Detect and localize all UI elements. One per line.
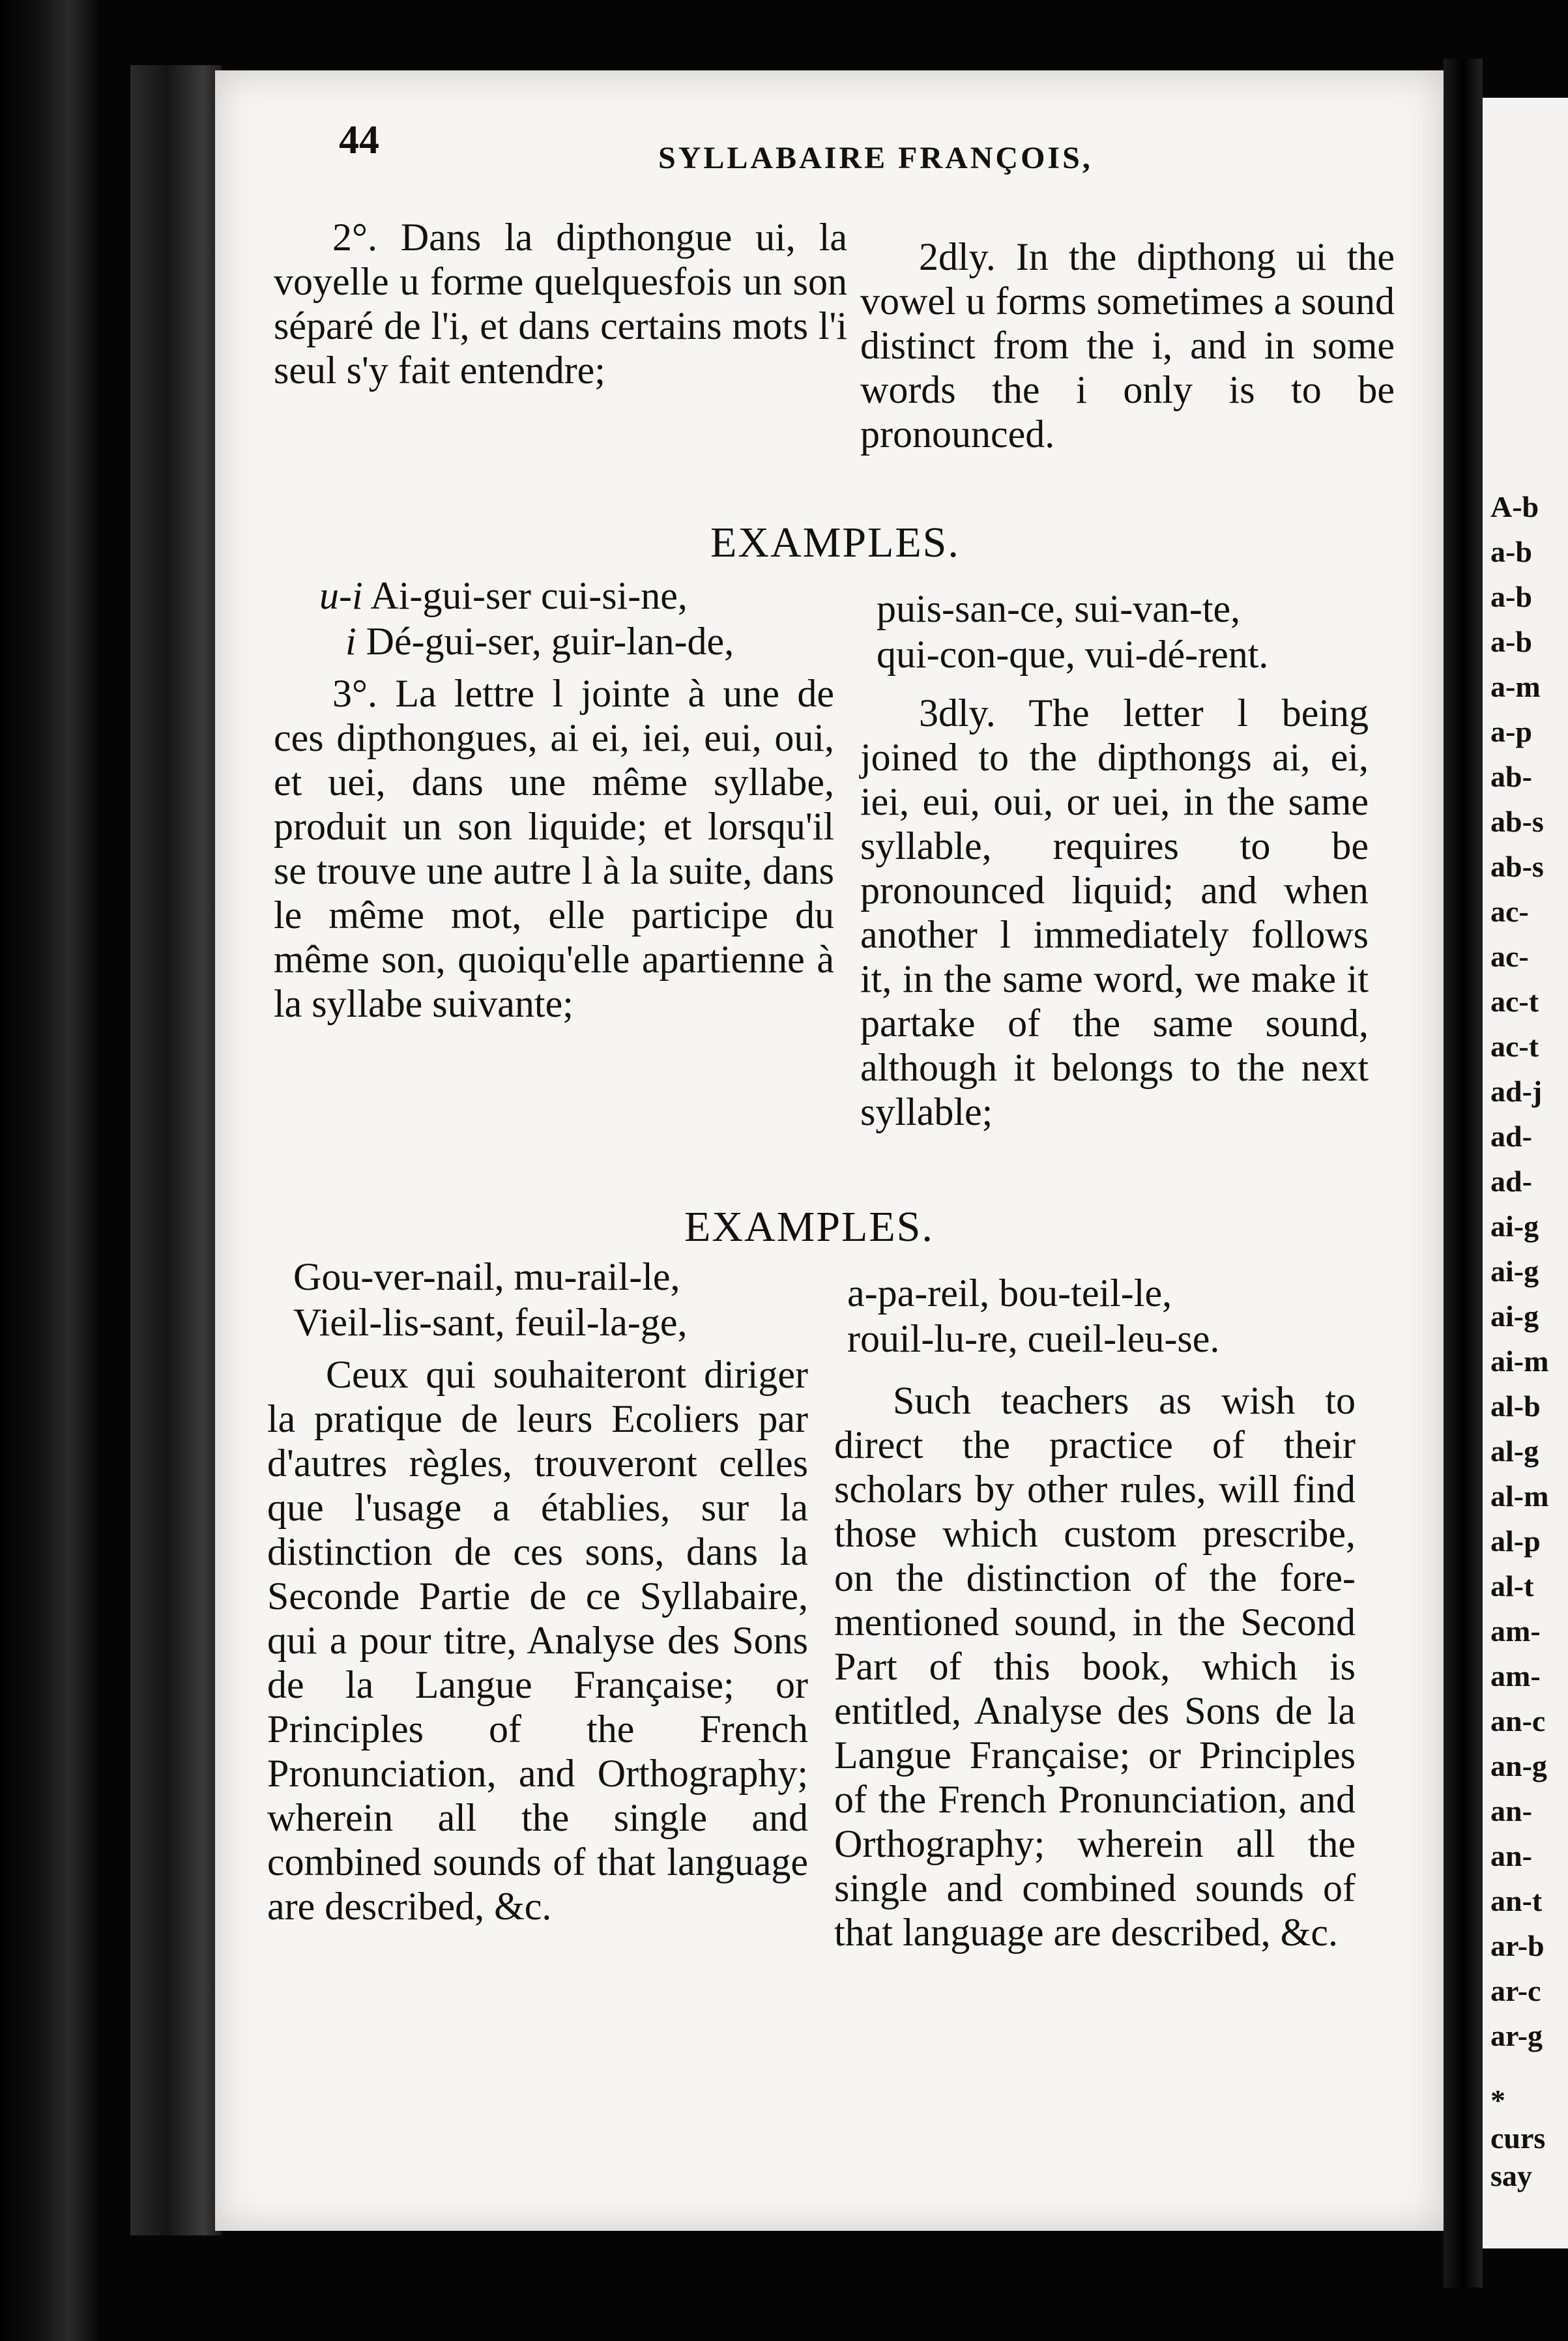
- closing-french-text: Ceux qui souhaiteront diriger la pratique de leurs Ecoliers par d'autres règles, trouveront celles que l'usage a établies, sur la distinction de ces sons, dans la Seconde Partie de ce Syllabaire, qui a pour titre, Analyse des Sons de la Langue Française; or Principles of the French Pronunciation, and Orthography; wherein all the single and combined sounds of that language are described, &c.: [267, 1353, 808, 1928]
- facing-page-line: curs: [1490, 2121, 1546, 2155]
- example2-row1-left: Gou-ver-nail, mu-rail-le,: [293, 1255, 680, 1298]
- running-head: SYLLABAIRE FRANÇOIS,: [658, 141, 1093, 175]
- section2-english-text: 2dly. In the dipthong ui the vowel u forms sometimes a sound distinct from the i, and in some words the i only is to be pronounced.: [860, 235, 1395, 456]
- facing-page-line: ad-: [1490, 1120, 1532, 1153]
- book-gutter: [1444, 59, 1483, 2288]
- example1-row1-label: u-i: [319, 574, 363, 617]
- facing-page-line: an-: [1490, 1839, 1532, 1872]
- facing-page-line: ai-m: [1490, 1345, 1549, 1378]
- facing-page-line: ab-s: [1490, 805, 1544, 838]
- facing-page-line: a-b: [1490, 625, 1532, 658]
- facing-page-line: ac-: [1490, 940, 1529, 973]
- example1-row1-left: [319, 574, 688, 618]
- example2-row2-left: Vieil-lis-sant, feuil-la-ge,: [293, 1301, 688, 1344]
- section3-english: [860, 691, 1369, 1134]
- facing-page-line: al-p: [1490, 1524, 1541, 1558]
- page-number: 44: [339, 118, 379, 162]
- examples-heading-1: EXAMPLES.: [710, 519, 960, 566]
- facing-page-line: al-t: [1490, 1569, 1534, 1603]
- facing-page-line: al-g: [1490, 1434, 1539, 1468]
- facing-page-line: ar-g: [1490, 2019, 1543, 2052]
- example1-row2-label: i: [345, 620, 356, 663]
- facing-page-line: ad-j: [1490, 1075, 1543, 1108]
- facing-page-line: A-b: [1490, 490, 1539, 523]
- example1-row2-words: Dé-gui-ser, guir-lan-de,: [366, 620, 734, 663]
- facing-page-line: al-b: [1490, 1389, 1541, 1423]
- section2-french-text: 2°. Dans la dipthongue ui, la voyelle u forme quelquesfois un son séparé de l'i, et dans certains mots l'i seul s'y fait entendre;: [274, 216, 847, 392]
- section3-english-text: 3dly. The letter l being joined to the dipthongs ai, ei, iei, eui, oui, or uei, in the same syllable, requires to be pronounced liquid; and when another l immediately follows it, in the same word, we make it partake of the same sound, although it belongs to the next syllable;: [860, 691, 1369, 1133]
- facing-page-line: ai-g: [1490, 1255, 1539, 1288]
- facing-page-line: ac-t: [1490, 985, 1539, 1018]
- facing-page-line: ar-c: [1490, 1974, 1541, 2007]
- closing-english: [834, 1378, 1356, 1955]
- closing-english-text: Such teachers as wish to direct the practice of their scholars by other rules, will find those which custom prescribe, on the distinction of the fore-mentioned sound, in the Second Part of this book, which is entitled, Analyse des Sons de la Langue Française; or Principles of the French Pronunciation, and Orthography; wherein all the single and combined sounds of that language are described, &c.: [834, 1379, 1356, 1954]
- facing-page-line: am-: [1490, 1614, 1541, 1648]
- book-binding-left: [0, 0, 98, 2341]
- example2-row2-right: rouil-lu-re, cueil-leu-se.: [847, 1317, 1220, 1360]
- facing-page-line: ab-: [1490, 760, 1532, 793]
- facing-page-line: ac-t: [1490, 1030, 1539, 1063]
- example1-row1-right: puis-san-ce, sui-van-te,: [877, 587, 1241, 630]
- facing-page-fragment: [1483, 98, 1568, 2248]
- section3-french-text: 3°. La lettre l jointe à une de ces dipthongues, ai ei, iei, eui, oui, et uei, dans une même syllabe, produit un son liquide; et lorsqu'il se trouve une autre l à la suite, dans le même mot, elle participe du même son, quoiqu'elle apartienne à la syllabe suivante;: [274, 672, 834, 1025]
- example1-row1-words: Ai-gui-ser cui-si-ne,: [370, 574, 688, 617]
- facing-page-line: a-b: [1490, 535, 1532, 568]
- facing-page-line: an-t: [1490, 1884, 1543, 1917]
- facing-page-line: ab-s: [1490, 850, 1544, 883]
- examples-heading-2: EXAMPLES.: [684, 1203, 934, 1251]
- facing-page-line: an-c: [1490, 1704, 1546, 1738]
- facing-page-line: say: [1490, 2159, 1532, 2192]
- facing-page-line: *: [1490, 2084, 1505, 2117]
- section2-english: [860, 235, 1395, 456]
- example1-row2-left: [345, 619, 734, 663]
- section2-french: [274, 215, 847, 392]
- example2-row1-right: a-pa-reil, bou-teil-le,: [847, 1272, 1172, 1315]
- facing-page-line: ar-b: [1490, 1929, 1545, 1962]
- facing-page-line: an-: [1490, 1794, 1532, 1827]
- page-edge-strip: [130, 65, 222, 2235]
- facing-page-line: al-m: [1490, 1479, 1549, 1513]
- facing-page-line: a-m: [1490, 670, 1541, 703]
- facing-page-line: a-b: [1490, 580, 1532, 613]
- facing-page-line: a-p: [1490, 715, 1532, 748]
- facing-page-line: ai-g: [1490, 1210, 1539, 1243]
- example1-row2-right: qui-con-que, vui-dé-rent.: [877, 633, 1269, 676]
- facing-page-line: ad-: [1490, 1165, 1532, 1198]
- section3-french: [274, 671, 834, 1026]
- facing-page-line: an-g: [1490, 1749, 1547, 1782]
- closing-french: [267, 1352, 808, 1928]
- facing-page-line: ac-: [1490, 895, 1529, 928]
- facing-page-line: ai-g: [1490, 1300, 1539, 1333]
- facing-page-line: am-: [1490, 1659, 1541, 1693]
